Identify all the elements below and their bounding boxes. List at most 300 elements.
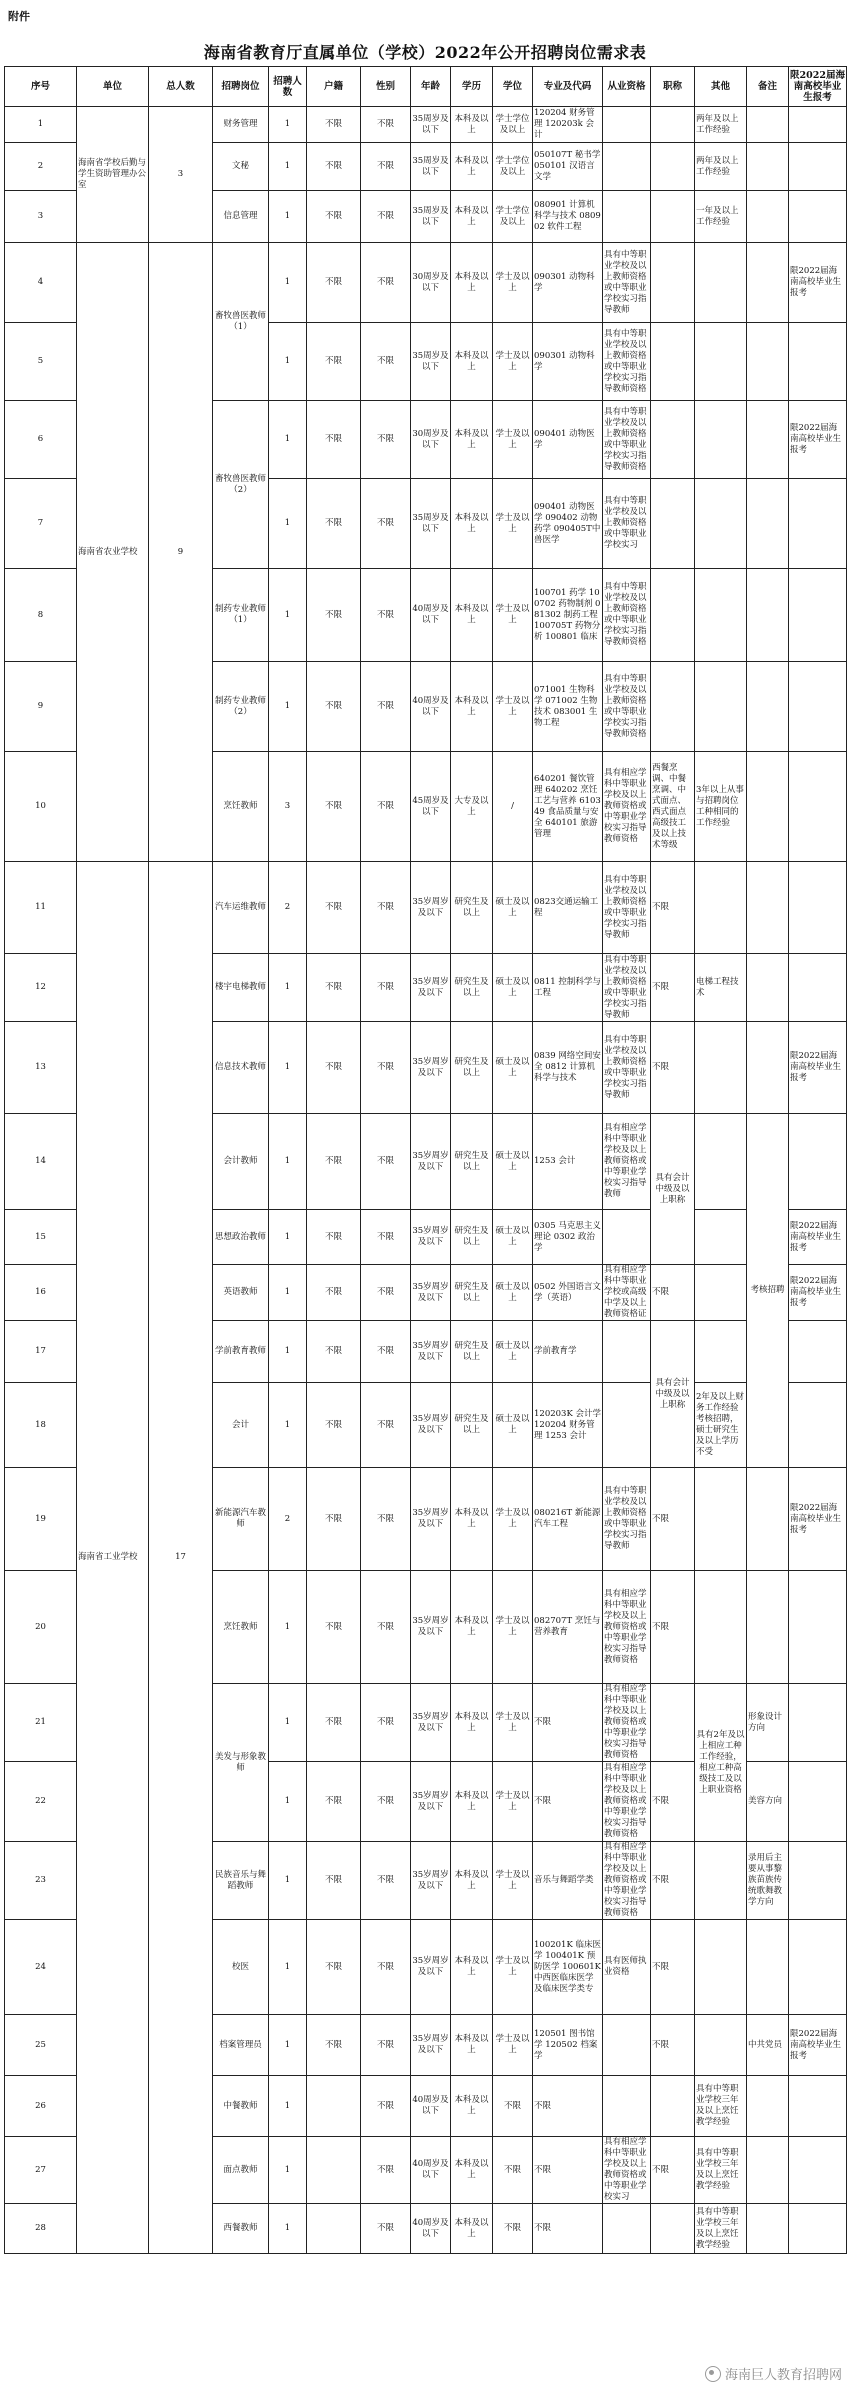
cert-cell: 具有相应学科中等职业学校及以上教师资格或中等职业学校实习指导教师资格 (603, 1684, 651, 1762)
age-cell: 35岁周岁及以下 (411, 1114, 451, 1210)
col-header: 从业资格 (603, 67, 651, 107)
col-header: 限2022届海南高校毕业生报考 (789, 67, 847, 107)
num-cell: 3 (269, 752, 307, 862)
other-cell (695, 662, 747, 752)
hj-cell: 不限 (307, 143, 361, 191)
num-cell: 1 (269, 954, 307, 1022)
table-row (5, 243, 847, 323)
post-cell: 档案管理员 (213, 2015, 269, 2076)
wechat-icon (705, 2366, 721, 2382)
deg-cell: 硕士及以上 (493, 1265, 533, 1321)
col-header: 备注 (747, 67, 789, 107)
post-cell: 制药专业教师（2） (213, 662, 269, 752)
xb-cell: 不限 (361, 662, 411, 752)
hj-cell: 不限 (307, 1571, 361, 1684)
title-cell (651, 569, 695, 662)
edu-cell: 本科及以上 (451, 1684, 493, 1762)
num-cell: 1 (269, 1762, 307, 1842)
num-cell: 2 (269, 1468, 307, 1571)
cert-cell: 具有医师执业资格 (603, 1920, 651, 2015)
major-cell: 不限 (533, 2076, 603, 2137)
limit-cell (789, 1762, 847, 1842)
edu-cell: 研究生及以上 (451, 1321, 493, 1383)
cert-cell: 具有中等职业学校及以上教师资格或中等职业学校实习指导教师 (603, 954, 651, 1022)
post-cell: 楼宇电梯教师 (213, 954, 269, 1022)
no-cell: 27 (5, 2137, 77, 2204)
attachment-label: 附件 (8, 10, 30, 23)
recruitment-table (4, 66, 847, 2254)
deg-cell: 学士及以上 (493, 662, 533, 752)
cert-cell: 具有相应学科中等职业学校及以上教师资格或中等职业学校实习 (603, 2137, 651, 2204)
title-cell (651, 323, 695, 401)
xb-cell: 不限 (361, 2204, 411, 2254)
limit-cell: 限2022届海南高校毕业生报考 (789, 243, 847, 323)
edu-cell: 大专及以上 (451, 752, 493, 862)
post-cell: 信息技术教师 (213, 1022, 269, 1114)
hj-cell (307, 2137, 361, 2204)
post-cell: 美发与形象教师 (213, 1684, 269, 1842)
remark-cell (747, 479, 789, 569)
age-cell: 35岁周岁及以下 (411, 862, 451, 954)
limit-cell: 限2022届海南高校毕业生报考 (789, 1210, 847, 1265)
edu-cell: 本科及以上 (451, 143, 493, 191)
title-cell (651, 2076, 695, 2137)
post-cell: 学前教育教师 (213, 1321, 269, 1383)
no-cell: 7 (5, 479, 77, 569)
age-cell: 30周岁及以下 (411, 401, 451, 479)
age-cell: 35岁周岁及以下 (411, 1321, 451, 1383)
major-cell: 学前教育学 (533, 1321, 603, 1383)
no-cell: 15 (5, 1210, 77, 1265)
age-cell: 45周岁及以下 (411, 752, 451, 862)
cert-cell: 具有相应学科中等职业学校及以上教师资格或中等职业学校实习指导教师资格 (603, 1842, 651, 1920)
xb-cell: 不限 (361, 1920, 411, 2015)
other-cell: 电梯工程技术 (695, 954, 747, 1022)
age-cell: 35周岁及以下 (411, 191, 451, 243)
xb-cell: 不限 (361, 479, 411, 569)
col-header: 序号 (5, 67, 77, 107)
limit-cell (789, 2076, 847, 2137)
no-cell: 1 (5, 107, 77, 143)
limit-cell (789, 2204, 847, 2254)
remark-cell (747, 862, 789, 954)
xb-cell: 不限 (361, 1571, 411, 1684)
no-cell: 24 (5, 1920, 77, 2015)
col-header: 总人数 (149, 67, 213, 107)
age-cell: 35岁周岁及以下 (411, 1468, 451, 1571)
major-cell: 082707T 烹饪与营养教育 (533, 1571, 603, 1684)
cert-cell: 具有中等职业学校及以上教师资格或中等职业学校实习指导教师资格 (603, 662, 651, 752)
cert-cell (603, 1321, 651, 1383)
col-header: 性别 (361, 67, 411, 107)
deg-cell: 学士及以上 (493, 323, 533, 401)
other-cell: 具有中等职业学校三年及以上烹饪教学经验 (695, 2076, 747, 2137)
cert-cell: 具有中等职业学校及以上教师资格或中等职业学校实习指导教师 (603, 243, 651, 323)
col-header: 户籍 (307, 67, 361, 107)
deg-cell: 学士学位及以上 (493, 191, 533, 243)
age-cell: 35岁周岁及以下 (411, 954, 451, 1022)
remark-cell (747, 143, 789, 191)
total-cell: 3 (149, 107, 213, 243)
xb-cell: 不限 (361, 2076, 411, 2137)
edu-cell: 研究生及以上 (451, 954, 493, 1022)
deg-cell: 不限 (493, 2076, 533, 2137)
post-cell: 会计 (213, 1383, 269, 1468)
num-cell: 2 (269, 862, 307, 954)
num-cell: 1 (269, 323, 307, 401)
no-cell: 19 (5, 1468, 77, 1571)
major-cell: 071001 生物科学 071002 生物技术 083001 生物工程 (533, 662, 603, 752)
num-cell: 1 (269, 2015, 307, 2076)
title-cell (651, 191, 695, 243)
other-cell: 两年及以上工作经验 (695, 107, 747, 143)
hj-cell: 不限 (307, 1762, 361, 1842)
deg-cell: 硕士及以上 (493, 1022, 533, 1114)
hj-cell: 不限 (307, 2015, 361, 2076)
title-cell (651, 1684, 695, 1762)
other-cell (695, 1468, 747, 1571)
remark-cell (747, 2137, 789, 2204)
edu-cell: 本科及以上 (451, 323, 493, 401)
cert-cell: 具有相应学科中等职业学校及以上教师资格或中等职业学校实习指导教师资格 (603, 1762, 651, 1842)
no-cell: 13 (5, 1022, 77, 1114)
edu-cell: 本科及以上 (451, 1842, 493, 1920)
xb-cell: 不限 (361, 2015, 411, 2076)
no-cell: 9 (5, 662, 77, 752)
title-cell: 不限 (651, 862, 695, 954)
remark-cell (747, 401, 789, 479)
title-cell (651, 2204, 695, 2254)
major-cell: 090401 动物医学 (533, 401, 603, 479)
deg-cell: 学士及以上 (493, 401, 533, 479)
num-cell: 1 (269, 1321, 307, 1383)
deg-cell: 学士及以上 (493, 2015, 533, 2076)
title-cell (651, 243, 695, 323)
cert-cell: 具有中等职业学校及以上教师资格或中等职业学校实习指导教师 (603, 1022, 651, 1114)
limit-cell (789, 1920, 847, 2015)
col-header: 学位 (493, 67, 533, 107)
remark-cell: 考核招聘 (747, 1114, 789, 1468)
post-cell: 畜牧兽医教师（2） (213, 401, 269, 569)
hj-cell: 不限 (307, 1920, 361, 2015)
limit-cell (789, 479, 847, 569)
other-cell (695, 401, 747, 479)
deg-cell: 学士及以上 (493, 1762, 533, 1842)
major-cell: 0502 外国语言文学（英语） (533, 1265, 603, 1321)
title-cell: 不限 (651, 1920, 695, 2015)
title-cell (651, 107, 695, 143)
remark-cell (747, 1571, 789, 1684)
other-cell (695, 2015, 747, 2076)
edu-cell: 本科及以上 (451, 107, 493, 143)
hj-cell: 不限 (307, 1468, 361, 1571)
xb-cell: 不限 (361, 1210, 411, 1265)
limit-cell (789, 191, 847, 243)
major-cell: 080901 计算机科学与技术 080902 软件工程 (533, 191, 603, 243)
age-cell: 35周岁及以下 (411, 479, 451, 569)
major-cell: 1253 会计 (533, 1114, 603, 1210)
num-cell: 1 (269, 1571, 307, 1684)
age-cell: 35岁周岁及以下 (411, 1571, 451, 1684)
num-cell: 1 (269, 401, 307, 479)
edu-cell: 本科及以上 (451, 1468, 493, 1571)
xb-cell: 不限 (361, 1468, 411, 1571)
cert-cell: 具有相应学科中等职业学校及以上教师资格或中等职业学校实习指导教师资格 (603, 1571, 651, 1684)
title-cell: 不限 (651, 2015, 695, 2076)
num-cell: 1 (269, 1114, 307, 1210)
total-cell: 9 (149, 243, 213, 862)
deg-cell: 学士及以上 (493, 479, 533, 569)
num-cell: 1 (269, 479, 307, 569)
cert-cell: 具有中等职业学校及以上教师资格或中等职业学校实习指导教师资格 (603, 323, 651, 401)
age-cell: 35岁周岁及以下 (411, 1265, 451, 1321)
post-cell: 烹饪教师 (213, 1571, 269, 1684)
xb-cell: 不限 (361, 191, 411, 243)
no-cell: 18 (5, 1383, 77, 1468)
post-cell: 英语教师 (213, 1265, 269, 1321)
other-cell (695, 1114, 747, 1210)
remark-cell (747, 2076, 789, 2137)
col-header: 学历 (451, 67, 493, 107)
limit-cell: 限2022届海南高校毕业生报考 (789, 1468, 847, 1571)
num-cell: 1 (269, 1842, 307, 1920)
title-cell: 西餐烹调、中餐烹调、中式面点、西式面点高级技工及以上技术等级 (651, 752, 695, 862)
other-cell (695, 1265, 747, 1321)
major-cell: 080216T 新能源汽车工程 (533, 1468, 603, 1571)
edu-cell: 本科及以上 (451, 401, 493, 479)
deg-cell: 硕士及以上 (493, 1383, 533, 1468)
no-cell: 11 (5, 862, 77, 954)
cert-cell: 具有中等职业学校及以上教师资格或中等职业学校实习指导教师资格 (603, 401, 651, 479)
post-cell: 汽车运维教师 (213, 862, 269, 954)
deg-cell: 硕士及以上 (493, 1321, 533, 1383)
major-cell: 不限 (533, 2204, 603, 2254)
post-cell: 面点教师 (213, 2137, 269, 2204)
age-cell: 35岁周岁及以下 (411, 1022, 451, 1114)
age-cell: 40周岁及以下 (411, 2137, 451, 2204)
no-cell: 8 (5, 569, 77, 662)
remark-cell: 形象设计方向 (747, 1684, 789, 1762)
cert-cell: 具有中等职业学校及以上教师资格或中等职业学校实习指导教师资格 (603, 569, 651, 662)
major-cell: 090301 动物科学 (533, 323, 603, 401)
deg-cell: 不限 (493, 2137, 533, 2204)
hj-cell: 不限 (307, 479, 361, 569)
num-cell: 1 (269, 1022, 307, 1114)
other-cell (695, 323, 747, 401)
edu-cell: 本科及以上 (451, 2204, 493, 2254)
title-cell: 不限 (651, 954, 695, 1022)
hj-cell (307, 2076, 361, 2137)
xb-cell: 不限 (361, 1762, 411, 1842)
edu-cell: 本科及以上 (451, 2137, 493, 2204)
title-cell (651, 143, 695, 191)
deg-cell: 学士及以上 (493, 243, 533, 323)
post-cell: 信息管理 (213, 191, 269, 243)
col-header: 招聘人数 (269, 67, 307, 107)
xb-cell: 不限 (361, 752, 411, 862)
limit-cell (789, 862, 847, 954)
post-cell: 财务管理 (213, 107, 269, 143)
no-cell: 16 (5, 1265, 77, 1321)
num-cell: 1 (269, 1920, 307, 2015)
other-cell (695, 1022, 747, 1114)
major-cell: 0823交通运输工程 (533, 862, 603, 954)
cert-cell: 具有相应学科中等职业学校及以上教师资格或中等职业学校实习指导教师资格 (603, 752, 651, 862)
xb-cell: 不限 (361, 323, 411, 401)
col-header: 其他 (695, 67, 747, 107)
remark-cell: 录用后主要从事黎族苗族传统歌舞教学方向 (747, 1842, 789, 1920)
hj-cell: 不限 (307, 323, 361, 401)
post-cell: 中餐教师 (213, 2076, 269, 2137)
post-cell: 文秘 (213, 143, 269, 191)
post-cell: 校医 (213, 1920, 269, 2015)
title-cell: 不限 (651, 1022, 695, 1114)
other-cell (695, 479, 747, 569)
major-cell: 不限 (533, 1684, 603, 1762)
cert-cell: 具有中等职业学校及以上教师资格或中等职业学校实习指导教师 (603, 862, 651, 954)
limit-cell (789, 1842, 847, 1920)
xb-cell: 不限 (361, 1265, 411, 1321)
limit-cell (789, 1321, 847, 1383)
limit-cell (789, 1571, 847, 1684)
no-cell: 17 (5, 1321, 77, 1383)
edu-cell: 本科及以上 (451, 1762, 493, 1842)
cert-cell (603, 107, 651, 143)
edu-cell: 本科及以上 (451, 2015, 493, 2076)
remark-cell (747, 1920, 789, 2015)
deg-cell: 硕士及以上 (493, 862, 533, 954)
post-cell: 烹饪教师 (213, 752, 269, 862)
total-cell: 17 (149, 862, 213, 2254)
hj-cell: 不限 (307, 862, 361, 954)
hj-cell: 不限 (307, 1321, 361, 1383)
xb-cell: 不限 (361, 1383, 411, 1468)
no-cell: 12 (5, 954, 77, 1022)
limit-cell (789, 662, 847, 752)
other-cell: 2年及以上财务工作经验考核招聘，硕士研究生及以上学历不受 (695, 1383, 747, 1468)
major-cell: 640201 餐饮管理 640202 烹饪工艺与营养 610349 食品质量与安全 640101 旅游管理 (533, 752, 603, 862)
remark-cell: 中共党员 (747, 2015, 789, 2076)
hj-cell (307, 2204, 361, 2254)
title-cell (651, 662, 695, 752)
title-cell: 具有会计中级及以上职称 (651, 1114, 695, 1265)
num-cell: 1 (269, 2137, 307, 2204)
age-cell: 35岁周岁及以下 (411, 1920, 451, 2015)
num-cell: 1 (269, 191, 307, 243)
major-cell: 120501 图书馆学 120502 档案学 (533, 2015, 603, 2076)
edu-cell: 本科及以上 (451, 1920, 493, 2015)
edu-cell: 研究生及以上 (451, 1265, 493, 1321)
no-cell: 5 (5, 323, 77, 401)
remark-cell (747, 2204, 789, 2254)
hj-cell: 不限 (307, 1022, 361, 1114)
edu-cell: 本科及以上 (451, 479, 493, 569)
num-cell: 1 (269, 2204, 307, 2254)
limit-cell (789, 1383, 847, 1468)
age-cell: 35周岁及以下 (411, 143, 451, 191)
num-cell: 1 (269, 569, 307, 662)
no-cell: 26 (5, 2076, 77, 2137)
num-cell: 1 (269, 1684, 307, 1762)
deg-cell: 学士及以上 (493, 1571, 533, 1684)
xb-cell: 不限 (361, 569, 411, 662)
hj-cell: 不限 (307, 752, 361, 862)
title-cell: 不限 (651, 1468, 695, 1571)
no-cell: 28 (5, 2204, 77, 2254)
limit-cell (789, 107, 847, 143)
cert-cell (603, 2015, 651, 2076)
limit-cell (789, 323, 847, 401)
no-cell: 25 (5, 2015, 77, 2076)
title-cell: 不限 (651, 1571, 695, 1684)
xb-cell: 不限 (361, 401, 411, 479)
title-cell (651, 401, 695, 479)
other-cell (695, 1920, 747, 2015)
remark-cell (747, 107, 789, 143)
remark-cell (747, 191, 789, 243)
table-header-row (5, 67, 847, 107)
table-row (5, 107, 847, 143)
xb-cell: 不限 (361, 1114, 411, 1210)
major-cell: 120204 财务管理 120203k 会计 (533, 107, 603, 143)
xb-cell: 不限 (361, 2137, 411, 2204)
other-cell: 两年及以上工作经验 (695, 143, 747, 191)
no-cell: 22 (5, 1762, 77, 1842)
no-cell: 4 (5, 243, 77, 323)
title-cell: 不限 (651, 1762, 695, 1842)
edu-cell: 本科及以上 (451, 1571, 493, 1684)
hj-cell: 不限 (307, 1383, 361, 1468)
other-cell (695, 243, 747, 323)
deg-cell: 学士及以上 (493, 1842, 533, 1920)
other-cell (695, 1571, 747, 1684)
limit-cell: 限2022届海南高校毕业生报考 (789, 1022, 847, 1114)
major-cell: 不限 (533, 2137, 603, 2204)
deg-cell: / (493, 752, 533, 862)
cert-cell (603, 2204, 651, 2254)
xb-cell: 不限 (361, 1842, 411, 1920)
other-cell (695, 569, 747, 662)
remark-cell (747, 752, 789, 862)
other-cell (695, 862, 747, 954)
other-cell: 3年以上从事与招聘岗位工种相同的工作经验 (695, 752, 747, 862)
limit-cell: 限2022届海南高校毕业生报考 (789, 401, 847, 479)
age-cell: 35周岁及以下 (411, 107, 451, 143)
remark-cell (747, 569, 789, 662)
age-cell: 35岁周岁及以下 (411, 1210, 451, 1265)
hj-cell: 不限 (307, 1114, 361, 1210)
remark-cell (747, 323, 789, 401)
hj-cell: 不限 (307, 662, 361, 752)
no-cell: 21 (5, 1684, 77, 1762)
cert-cell (603, 191, 651, 243)
edu-cell: 研究生及以上 (451, 862, 493, 954)
num-cell: 1 (269, 662, 307, 752)
page-title: 海南省教育厅直属单位（学校）2022年公开招聘岗位需求表 (203, 43, 647, 62)
deg-cell: 学士及以上 (493, 569, 533, 662)
post-cell: 新能源汽车教师 (213, 1468, 269, 1571)
cert-cell: 具有相应学科中等职业学校及以上教师资格或中等职业学校实习指导教师 (603, 1114, 651, 1210)
cert-cell (603, 1383, 651, 1468)
edu-cell: 本科及以上 (451, 662, 493, 752)
col-header: 招聘岗位 (213, 67, 269, 107)
other-cell: 具有2年及以上相应工种工作经验，相应工种高级技工及以上职业资格 (695, 1684, 747, 1842)
major-cell: 100201K 临床医学 100401K 预防医学 100601K 中西医临床医学及临床医学类专 (533, 1920, 603, 2015)
title-cell: 具有会计中级及以上职称 (651, 1321, 695, 1468)
age-cell: 40周岁及以下 (411, 569, 451, 662)
deg-cell: 学士学位及以上 (493, 107, 533, 143)
edu-cell: 本科及以上 (451, 243, 493, 323)
